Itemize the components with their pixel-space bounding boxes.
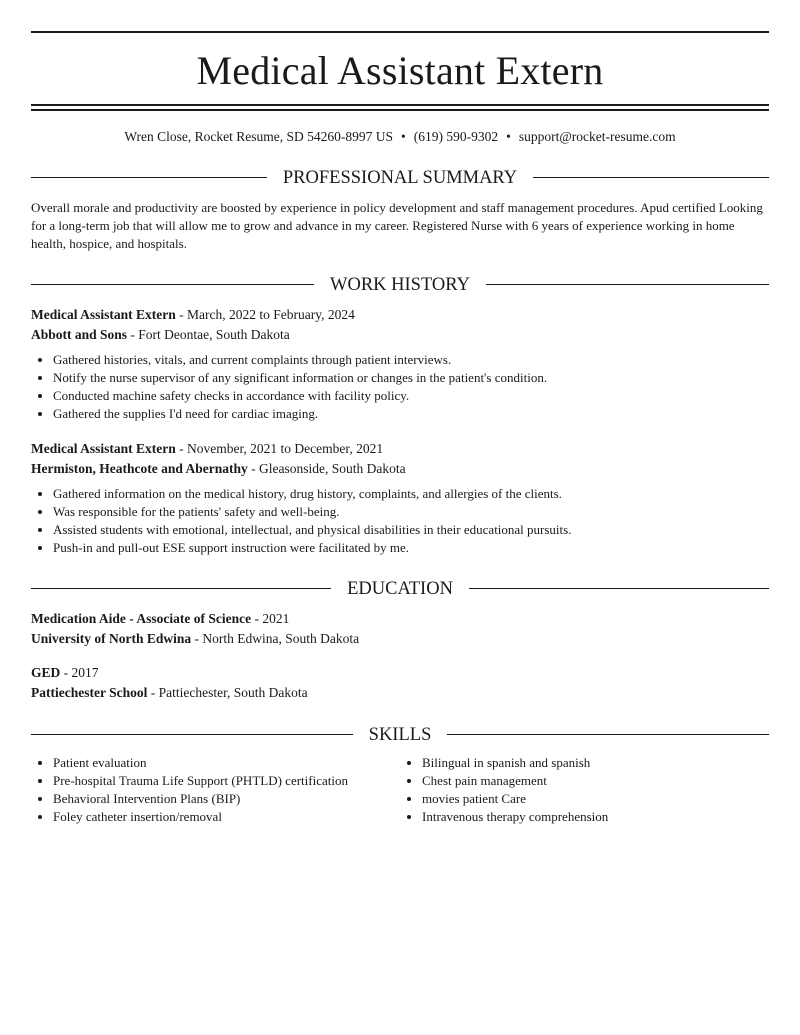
title-rule [31,109,769,111]
skill-item: • Foley catheter insertion/removal [53,808,400,826]
list-item: • Gathered the supplies I'd need for cardiac imaging. [53,405,769,423]
job-dates: - November, 2021 to December, 2021 [175,440,384,456]
edu-year: - 2021 [251,610,290,626]
degree: Medication Aide - Associate of Science [31,610,252,626]
company: Abbott and Sons [31,326,128,342]
school: Pattiechester School [31,684,148,700]
top-rule [31,31,769,33]
skill-item: • Patient evaluation [53,754,400,772]
skill-item: • movies patient Care [422,790,769,808]
skills-column-right [400,754,769,826]
list-item: • Gathered information on the medical history, drug history, complaints, and allergies of the clients. [53,485,769,503]
skill-item: • Pre-hospital Trauma Life Support (PHTLD) certification [53,772,400,790]
section-heading-education: EDUCATION [31,578,769,600]
email: support@rocket-resume.com [518,128,676,144]
education-entry [31,609,769,649]
job-bullets [31,351,769,423]
list-item: • Conducted machine safety checks in accordance with facility policy. [53,387,769,405]
summary-text: Overall morale and productivity are boosted by experience in policy development and staff management procedures. Apud certified Looking for a long-term job that will allow me to grow and advance in my career. Registered Nurse with 6 years of experience working in home health, hospice, and hospitals. [31,199,763,251]
company: Hermiston, Heathcote and Abernathy [31,460,248,476]
skill-item: • Intravenous therapy comprehension [422,808,769,826]
list-item: • Was responsible for the patients' safety and well-being. [53,503,769,521]
list-item: • Push-in and pull-out ESE support instruction were facilitated by me. [53,539,769,557]
skills-list [31,754,769,826]
degree: GED [31,664,61,680]
school-location: - Pattiechester, South Dakota [147,684,308,700]
job-dates: - March, 2022 to February, 2024 [175,306,355,322]
list-item: • Assisted students with emotional, intellectual, and physical disabilities in their educational pursuits. [53,521,769,539]
separator: • [506,128,511,144]
skill-item: • Behavioral Intervention Plans (BIP) [53,790,400,808]
school-location: - North Edwina, South Dakota [191,630,360,646]
list-item: • Notify the nurse supervisor of any significant information or changes in the patient's condition. [53,369,769,387]
job-bullets [31,485,769,557]
address: Wren Close, Rocket Resume, SD 54260-8997 US [124,128,394,144]
school: University of North Edwina [31,630,192,646]
resume-page [31,31,769,826]
phone: (619) 590-9302 [413,128,499,144]
resume-title: Medical Assistant Extern [196,48,604,93]
edu-year: - 2017 [60,664,99,680]
job-title: Medical Assistant Extern [31,306,176,322]
job-location: - Fort Deontae, South Dakota [127,326,290,342]
section-heading-summary: PROFESSIONAL SUMMARY [31,167,769,189]
skills-column-left [31,754,400,826]
job-entry [31,305,769,423]
skill-item: • Bilingual in spanish and spanish [422,754,769,772]
job-location: - Gleasonside, South Dakota [247,460,406,476]
skill-item: • Chest pain management [422,772,769,790]
job-entry [31,439,769,557]
separator: • [401,128,406,144]
section-heading-skills: SKILLS [31,724,769,746]
section-heading-work: WORK HISTORY [31,274,769,296]
education-entry [31,663,769,703]
job-title: Medical Assistant Extern [31,440,176,456]
contact-info [31,128,769,146]
title-rule [31,104,769,106]
list-item: • Gathered histories, vitals, and current complaints through patient interviews. [53,351,769,369]
